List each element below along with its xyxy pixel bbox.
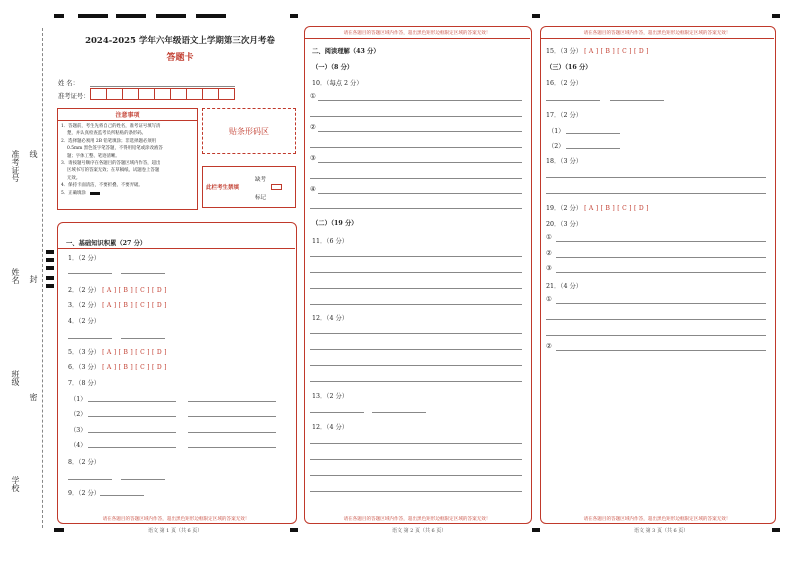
- answer-line[interactable]: [310, 147, 522, 148]
- timing-mark: [54, 528, 64, 532]
- absent-mark-a: 缺考: [255, 177, 267, 183]
- page-footer: 语文 第 3 页（共 6 页）: [634, 528, 689, 534]
- timing-mark: [772, 14, 780, 18]
- warning-top: 请在各题目的答题区域内作答，超出黑色矩形边框限定区域的答案无效！: [583, 31, 731, 36]
- answer-line[interactable]: [310, 333, 522, 334]
- answer-line[interactable]: [318, 162, 522, 163]
- circle-label: ④: [310, 186, 316, 193]
- answer-line[interactable]: [310, 412, 364, 413]
- q7-sub: （1）: [70, 396, 87, 403]
- answer-line[interactable]: [188, 447, 276, 448]
- answer-line[interactable]: [566, 148, 620, 149]
- circle-label: ②: [546, 250, 552, 257]
- barcode-label: 贴条形码区: [229, 126, 269, 136]
- q5-options[interactable]: [ A ] [ B ] [ C ] [ D ]: [102, 349, 167, 356]
- timing-mark: [290, 528, 298, 532]
- answer-line[interactable]: [121, 338, 165, 339]
- side-label-name: 姓名: [11, 268, 20, 284]
- timing-mark: [54, 14, 64, 18]
- timing-mark: [290, 14, 298, 18]
- q19-options[interactable]: [ A ] [ B ] [ C ] [ D ]: [584, 205, 649, 212]
- answer-line[interactable]: [68, 479, 112, 480]
- q8-label: 8．（2 分）: [68, 459, 101, 466]
- answer-line[interactable]: [68, 338, 112, 339]
- answer-line[interactable]: [121, 273, 165, 274]
- absent-mark-b: 标记: [255, 195, 267, 201]
- notice-line: 区域书写的答案无效；在草稿纸、试题卷上答题: [67, 168, 160, 174]
- timing-mark: [46, 250, 54, 254]
- divider: [57, 248, 295, 249]
- section1-title: 一、基础知识积累（27 分）: [66, 240, 147, 247]
- q17-label: 17．（2 分）: [546, 112, 583, 119]
- q7-sub: （2）: [70, 411, 87, 418]
- answer-line[interactable]: [188, 401, 276, 402]
- q12a-label: 12．（4 分）: [312, 315, 349, 322]
- side-label-class: 班级: [11, 370, 20, 386]
- answer-line[interactable]: [310, 349, 522, 350]
- part1-label: （一）（8 分）: [312, 64, 354, 71]
- side-label-seal: 封: [29, 275, 38, 283]
- page-subtitle: 答题卡: [166, 53, 194, 63]
- answer-line[interactable]: [121, 479, 165, 480]
- timing-mark: [46, 284, 54, 288]
- answer-line[interactable]: [310, 475, 522, 476]
- notice-line: 4．保持卡面清洁，不要折叠、不要弄破。: [61, 183, 143, 189]
- warning-bottom: 请在各题目的答题区域内作答，超出黑色矩形边框限定区域的答案无效！: [583, 517, 731, 522]
- answer-line[interactable]: [310, 272, 522, 273]
- circle-label: ③: [546, 265, 552, 272]
- fill-sample-icon: [90, 192, 100, 195]
- answer-line[interactable]: [556, 241, 766, 242]
- q9-label: 9．（2 分）: [68, 490, 101, 497]
- q17-sub: （2）: [548, 143, 565, 150]
- notice-line: 楚，并认真检查监考员所粘贴的条形码。: [67, 131, 147, 137]
- q12b-label: 12．（4 分）: [312, 424, 349, 431]
- answer-line[interactable]: [318, 100, 522, 101]
- q15-label: 15．（3 分） [ A ] [ B ] [ C ] [ D ]: [546, 48, 649, 55]
- answer-line[interactable]: [546, 319, 766, 320]
- notice-line: 0.5mm 黑色签字笔答题，不得用铅笔或涂改液答: [67, 146, 163, 152]
- q10-label: 10．（每点 2 分）: [312, 80, 363, 87]
- answer-line[interactable]: [310, 116, 522, 117]
- answer-line[interactable]: [546, 100, 600, 101]
- answer-line[interactable]: [310, 381, 522, 382]
- side-label-id: 准考证号: [11, 150, 20, 182]
- side-label-line: 线: [29, 150, 38, 158]
- answer-line[interactable]: [68, 273, 112, 274]
- answer-line[interactable]: [310, 365, 522, 366]
- answer-line[interactable]: [556, 257, 766, 258]
- q15-options[interactable]: [ A ] [ B ] [ C ] [ D ]: [584, 48, 649, 55]
- circle-label: ②: [546, 343, 552, 350]
- section2-title: 二、阅读理解（43 分）: [312, 48, 380, 55]
- answer-line[interactable]: [546, 193, 766, 194]
- notice-title: 注意事项: [58, 109, 197, 121]
- q6-label: 6．（3 分） [ A ] [ B ] [ C ] [ D ]: [68, 364, 167, 371]
- answer-line[interactable]: [100, 495, 144, 496]
- timing-mark: [46, 258, 54, 262]
- name-field[interactable]: [90, 86, 235, 87]
- answer-line[interactable]: [88, 432, 176, 433]
- answer-line[interactable]: [546, 177, 766, 178]
- answer-line[interactable]: [310, 178, 522, 179]
- q7-sub: （4）: [70, 442, 87, 449]
- timing-mark: [116, 14, 146, 18]
- answer-line[interactable]: [310, 443, 522, 444]
- answer-line[interactable]: [556, 350, 766, 351]
- absent-label: 此栏考生禁填: [206, 185, 240, 191]
- notice-line: 3．请按题号顺序在各题目的答题区域内作答，超出: [61, 161, 161, 167]
- q7-sub: （3）: [70, 427, 87, 434]
- q11-label: 11．（6 分）: [312, 238, 349, 245]
- circle-label: ①: [310, 93, 316, 100]
- timing-mark: [532, 14, 540, 18]
- q2-options[interactable]: [ A ] [ B ] [ C ] [ D ]: [102, 287, 167, 294]
- q16-label: 16．（2 分）: [546, 80, 583, 87]
- q1-label: 1．（2 分）: [68, 255, 101, 262]
- answer-line[interactable]: [610, 100, 664, 101]
- q5-label: 5．（3 分） [ A ] [ B ] [ C ] [ D ]: [68, 349, 167, 356]
- q3-label: 3．（2 分） [ A ] [ B ] [ C ] [ D ]: [68, 302, 167, 309]
- answer-line[interactable]: [566, 133, 620, 134]
- q13-label: 13．（2 分）: [312, 393, 349, 400]
- page-footer: 语文 第 1 页（共 6 页）: [148, 528, 203, 534]
- answer-line[interactable]: [372, 412, 426, 413]
- q6-options[interactable]: [ A ] [ B ] [ C ] [ D ]: [102, 364, 167, 371]
- answer-line[interactable]: [310, 491, 522, 492]
- notice-line: 无效。: [67, 175, 81, 181]
- notice-line: 5．正确填涂: [61, 190, 86, 196]
- answer-line[interactable]: [318, 131, 522, 132]
- warning-bottom: 请在各题目的答题区域内作答，超出黑色矩形边框限定区域的答案无效！: [343, 517, 491, 522]
- q4-label: 4．（2 分）: [68, 318, 101, 325]
- notice-line: 2．选择题必须用 2B 铅笔填涂；非选择题必须用: [61, 138, 157, 144]
- q20-label: 20．（3 分）: [546, 221, 583, 228]
- answer-line[interactable]: [546, 335, 766, 336]
- answer-line[interactable]: [88, 416, 176, 417]
- divider: [540, 38, 774, 39]
- warning-top: 请在各题目的答题区域内作答，超出黑色矩形边框限定区域的答案无效！: [343, 31, 491, 36]
- q2-label: 2．（2 分） [ A ] [ B ] [ C ] [ D ]: [68, 287, 167, 294]
- circle-label: ①: [546, 234, 552, 241]
- q7-label: 7．（8 分）: [68, 380, 101, 387]
- q21-label: 21．（4 分）: [546, 283, 583, 290]
- binding-line: [42, 28, 43, 528]
- answer-line[interactable]: [188, 432, 276, 433]
- circle-label: ②: [310, 124, 316, 131]
- timing-mark: [46, 276, 54, 280]
- answer-line[interactable]: [310, 288, 522, 289]
- answer-line[interactable]: [310, 256, 522, 257]
- timing-mark: [196, 14, 226, 18]
- answer-line[interactable]: [88, 401, 176, 402]
- timing-mark: [772, 528, 780, 532]
- answer-line[interactable]: [310, 208, 522, 209]
- id-boxes[interactable]: [90, 88, 235, 100]
- barcode-area: [202, 108, 296, 154]
- q19-label: 19．（2 分） [ A ] [ B ] [ C ] [ D ]: [546, 205, 649, 212]
- answer-line[interactable]: [310, 459, 522, 460]
- divider: [304, 38, 530, 39]
- name-label: 姓 名：: [58, 80, 79, 87]
- warning-bottom: 请在各题目的答题区域内作答，超出黑色矩形边框限定区域的答案无效！: [102, 517, 250, 522]
- answer-line[interactable]: [318, 193, 522, 194]
- absent-checkbox[interactable]: [271, 184, 282, 190]
- answer-line[interactable]: [88, 447, 176, 448]
- side-label-school: 学校: [11, 476, 20, 492]
- notice-line: 1．答题前，考生先将自己的姓名，准考证号填写清: [61, 124, 161, 129]
- timing-mark: [156, 14, 186, 18]
- part2-label: （二）（19 分）: [312, 220, 358, 227]
- timing-mark: [46, 266, 54, 270]
- part3-label: （三）（16 分）: [546, 64, 592, 71]
- notice-box: [57, 108, 198, 210]
- q17-sub: （1）: [548, 128, 565, 135]
- absent-box: [202, 166, 296, 208]
- answer-line[interactable]: [188, 416, 276, 417]
- q18-label: 18．（3 分）: [546, 158, 583, 165]
- answer-line[interactable]: [310, 304, 522, 305]
- answer-line[interactable]: [556, 272, 766, 273]
- answer-line[interactable]: [556, 303, 766, 304]
- circle-label: ③: [310, 155, 316, 162]
- timing-mark: [532, 528, 540, 532]
- notice-line: 题；字体工整、笔迹清晰。: [67, 153, 120, 159]
- page-title: 2024-2025 学年六年级语文上学期第三次月考卷: [85, 36, 275, 46]
- circle-label: ①: [546, 296, 552, 303]
- id-label: 准考证号：: [58, 93, 90, 100]
- page-footer: 语文 第 2 页（共 6 页）: [392, 528, 447, 534]
- q3-options[interactable]: [ A ] [ B ] [ C ] [ D ]: [102, 302, 167, 309]
- timing-mark: [78, 14, 108, 18]
- side-label-secret: 密: [29, 393, 38, 401]
